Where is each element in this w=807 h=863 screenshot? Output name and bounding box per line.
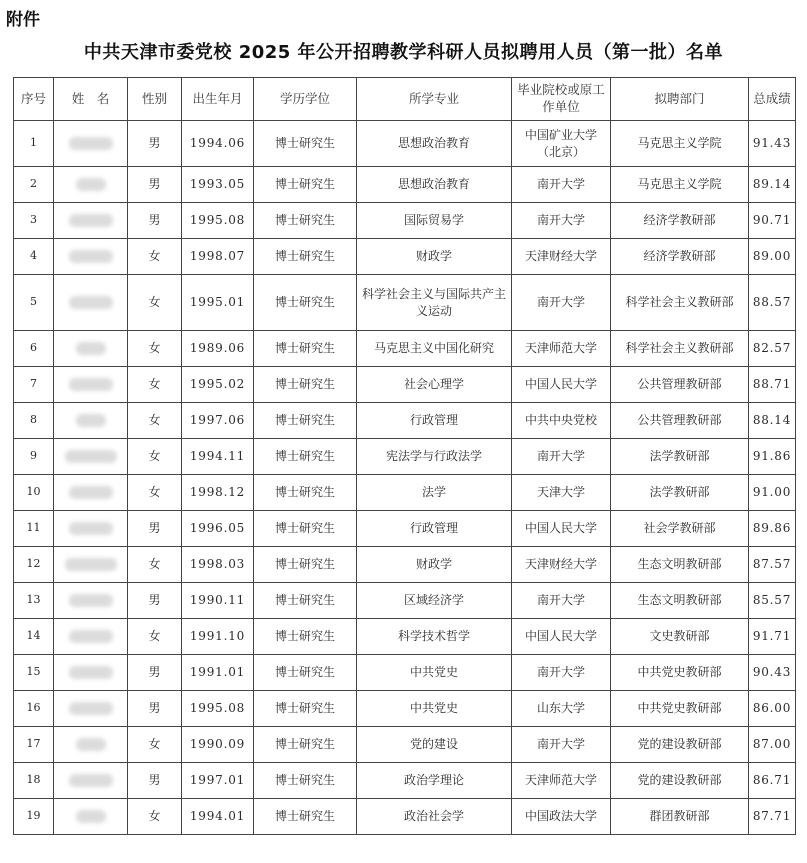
- row-number: 10: [14, 475, 54, 511]
- row-birth: 1997.06: [182, 403, 254, 439]
- redacted-name-blur: [69, 250, 113, 263]
- header-name: 姓 名: [54, 78, 128, 121]
- row-school: 天津师范大学: [512, 763, 611, 799]
- row-name-redacted: [54, 691, 128, 727]
- row-score: 90.43: [749, 655, 796, 691]
- row-school: 南开大学: [512, 275, 611, 331]
- table-row: [14, 475, 796, 511]
- row-degree: 博士研究生: [254, 511, 357, 547]
- redacted-name-blur: [69, 378, 113, 391]
- row-number: 3: [14, 203, 54, 239]
- row-name-redacted: [54, 547, 128, 583]
- row-gender: 男: [128, 203, 182, 239]
- header-gender: 性别: [128, 78, 182, 121]
- row-birth: 1996.05: [182, 511, 254, 547]
- table-header-row: [14, 78, 796, 121]
- row-birth: 1998.12: [182, 475, 254, 511]
- row-degree: 博士研究生: [254, 167, 357, 203]
- row-score: 89.14: [749, 167, 796, 203]
- row-number: 12: [14, 547, 54, 583]
- row-school: 天津财经大学: [512, 239, 611, 275]
- row-major: 法学: [357, 475, 512, 511]
- table-row: [14, 511, 796, 547]
- row-score: 91.43: [749, 121, 796, 167]
- row-gender: 男: [128, 655, 182, 691]
- table-row: [14, 331, 796, 367]
- header-major: 所学专业: [357, 78, 512, 121]
- row-number: 5: [14, 275, 54, 331]
- document-title: 中共天津市委党校 2025 年公开招聘教学科研人员拟聘用人员（第一批）名单: [83, 42, 724, 63]
- row-degree: 博士研究生: [254, 121, 357, 167]
- row-score: 90.71: [749, 203, 796, 239]
- row-dept: 科学社会主义教研部: [611, 275, 749, 331]
- row-degree: 博士研究生: [254, 475, 357, 511]
- row-name-redacted: [54, 763, 128, 799]
- row-school: 南开大学: [512, 167, 611, 203]
- row-dept: 经济学教研部: [611, 203, 749, 239]
- row-number: 17: [14, 727, 54, 763]
- row-dept: 生态文明教研部: [611, 547, 749, 583]
- row-school: 中国人民大学: [512, 619, 611, 655]
- row-birth: 1994.06: [182, 121, 254, 167]
- row-score: 86.71: [749, 763, 796, 799]
- row-major: 科学技术哲学: [357, 619, 512, 655]
- row-major: 行政管理: [357, 511, 512, 547]
- row-dept: 生态文明教研部: [611, 583, 749, 619]
- row-dept: 党的建设教研部: [611, 727, 749, 763]
- row-number: 9: [14, 439, 54, 475]
- table-row: [14, 547, 796, 583]
- row-degree: 博士研究生: [254, 239, 357, 275]
- row-school: 南开大学: [512, 203, 611, 239]
- row-name-redacted: [54, 727, 128, 763]
- row-major: 党的建设: [357, 727, 512, 763]
- row-degree: 博士研究生: [254, 203, 357, 239]
- row-degree: 博士研究生: [254, 619, 357, 655]
- redacted-name-blur: [65, 558, 117, 571]
- row-gender: 女: [128, 475, 182, 511]
- row-birth: 1994.11: [182, 439, 254, 475]
- row-dept: 群团教研部: [611, 799, 749, 835]
- row-birth: 1990.11: [182, 583, 254, 619]
- row-major: 政治社会学: [357, 799, 512, 835]
- row-name-redacted: [54, 655, 128, 691]
- row-number: 11: [14, 511, 54, 547]
- row-school: 中国人民大学: [512, 367, 611, 403]
- row-gender: 男: [128, 583, 182, 619]
- row-major: 科学社会主义与国际共产主义运动: [357, 275, 512, 331]
- table-row: [14, 275, 796, 331]
- row-score: 89.00: [749, 239, 796, 275]
- row-name-redacted: [54, 367, 128, 403]
- row-dept: 马克思主义学院: [611, 121, 749, 167]
- header-degree: 学历学位: [254, 78, 357, 121]
- redacted-name-blur: [69, 630, 113, 643]
- table-row: [14, 691, 796, 727]
- row-dept: 党的建设教研部: [611, 763, 749, 799]
- row-number: 6: [14, 331, 54, 367]
- row-birth: 1995.02: [182, 367, 254, 403]
- row-dept: 经济学教研部: [611, 239, 749, 275]
- row-major: 政治学理论: [357, 763, 512, 799]
- row-birth: 1991.01: [182, 655, 254, 691]
- redacted-name-blur: [69, 774, 113, 787]
- row-school: 中国政法大学: [512, 799, 611, 835]
- row-degree: 博士研究生: [254, 655, 357, 691]
- row-school: 南开大学: [512, 727, 611, 763]
- row-school: 天津大学: [512, 475, 611, 511]
- redacted-name-blur: [69, 137, 113, 150]
- header-school: 毕业院校或原工作单位: [512, 78, 611, 121]
- row-birth: 1989.06: [182, 331, 254, 367]
- redacted-name-blur: [69, 522, 113, 535]
- row-dept: 社会学教研部: [611, 511, 749, 547]
- row-degree: 博士研究生: [254, 799, 357, 835]
- row-gender: 女: [128, 331, 182, 367]
- row-major: 中共党史: [357, 655, 512, 691]
- row-number: 7: [14, 367, 54, 403]
- row-school: 中国矿业大学（北京）: [512, 121, 611, 167]
- row-school: 山东大学: [512, 691, 611, 727]
- row-gender: 女: [128, 439, 182, 475]
- table-row: [14, 239, 796, 275]
- row-score: 89.86: [749, 511, 796, 547]
- table-row: [14, 203, 796, 239]
- table-row: [14, 403, 796, 439]
- row-dept: 文史教研部: [611, 619, 749, 655]
- row-birth: 1998.03: [182, 547, 254, 583]
- row-birth: 1997.01: [182, 763, 254, 799]
- row-birth: 1995.08: [182, 691, 254, 727]
- row-dept: 法学教研部: [611, 475, 749, 511]
- row-degree: 博士研究生: [254, 367, 357, 403]
- header-no: 序号: [14, 78, 54, 121]
- table-row: [14, 727, 796, 763]
- header-score: 总成绩: [749, 78, 796, 121]
- table-row: [14, 439, 796, 475]
- row-degree: 博士研究生: [254, 403, 357, 439]
- row-gender: 女: [128, 403, 182, 439]
- table-row: [14, 655, 796, 691]
- row-birth: 1998.07: [182, 239, 254, 275]
- row-birth: 1990.09: [182, 727, 254, 763]
- row-birth: 1995.01: [182, 275, 254, 331]
- header-dept: 拟聘部门: [611, 78, 749, 121]
- row-major: 思想政治教育: [357, 121, 512, 167]
- row-major: 社会心理学: [357, 367, 512, 403]
- row-dept: 法学教研部: [611, 439, 749, 475]
- row-name-redacted: [54, 403, 128, 439]
- row-number: 18: [14, 763, 54, 799]
- table-row: [14, 167, 796, 203]
- row-school: 中共中央党校: [512, 403, 611, 439]
- row-gender: 男: [128, 691, 182, 727]
- table-row: [14, 799, 796, 835]
- row-score: 88.57: [749, 275, 796, 331]
- redacted-name-blur: [65, 450, 117, 463]
- row-birth: 1993.05: [182, 167, 254, 203]
- row-name-redacted: [54, 239, 128, 275]
- row-name-redacted: [54, 583, 128, 619]
- row-number: 15: [14, 655, 54, 691]
- hiring-roster-table: [13, 77, 796, 835]
- redacted-name-blur: [69, 702, 113, 715]
- row-major: 财政学: [357, 547, 512, 583]
- redacted-name-blur: [69, 214, 113, 227]
- row-name-redacted: [54, 799, 128, 835]
- row-score: 91.71: [749, 619, 796, 655]
- row-dept: 马克思主义学院: [611, 167, 749, 203]
- row-number: 13: [14, 583, 54, 619]
- row-birth: 1995.08: [182, 203, 254, 239]
- row-name-redacted: [54, 167, 128, 203]
- table-row: [14, 367, 796, 403]
- row-name-redacted: [54, 121, 128, 167]
- row-dept: 中共党史教研部: [611, 655, 749, 691]
- row-major: 财政学: [357, 239, 512, 275]
- row-score: 87.00: [749, 727, 796, 763]
- row-score: 87.71: [749, 799, 796, 835]
- table-row: [14, 619, 796, 655]
- redacted-name-blur: [69, 296, 113, 309]
- row-dept: 公共管理教研部: [611, 367, 749, 403]
- redacted-name-blur: [69, 666, 113, 679]
- row-degree: 博士研究生: [254, 275, 357, 331]
- row-dept: 中共党史教研部: [611, 691, 749, 727]
- row-dept: 科学社会主义教研部: [611, 331, 749, 367]
- row-school: 南开大学: [512, 583, 611, 619]
- row-name-redacted: [54, 439, 128, 475]
- row-degree: 博士研究生: [254, 583, 357, 619]
- row-birth: 1994.01: [182, 799, 254, 835]
- table-body: [14, 121, 796, 835]
- table-row: [14, 121, 796, 167]
- table-row: [14, 583, 796, 619]
- row-school: 天津财经大学: [512, 547, 611, 583]
- row-degree: 博士研究生: [254, 763, 357, 799]
- redacted-name-blur: [76, 178, 106, 191]
- row-score: 88.14: [749, 403, 796, 439]
- row-degree: 博士研究生: [254, 439, 357, 475]
- row-score: 88.71: [749, 367, 796, 403]
- row-score: 91.00: [749, 475, 796, 511]
- row-gender: 男: [128, 511, 182, 547]
- row-degree: 博士研究生: [254, 691, 357, 727]
- row-gender: 女: [128, 799, 182, 835]
- row-gender: 男: [128, 167, 182, 203]
- row-major: 中共党史: [357, 691, 512, 727]
- row-number: 8: [14, 403, 54, 439]
- row-score: 85.57: [749, 583, 796, 619]
- row-number: 1: [14, 121, 54, 167]
- row-gender: 女: [128, 619, 182, 655]
- row-school: 南开大学: [512, 655, 611, 691]
- header-birth: 出生年月: [182, 78, 254, 121]
- attachment-label: 附件: [6, 10, 40, 30]
- row-major: 思想政治教育: [357, 167, 512, 203]
- row-gender: 女: [128, 239, 182, 275]
- row-gender: 女: [128, 727, 182, 763]
- row-dept: 公共管理教研部: [611, 403, 749, 439]
- redacted-name-blur: [69, 486, 113, 499]
- row-gender: 男: [128, 763, 182, 799]
- row-number: 14: [14, 619, 54, 655]
- row-score: 82.57: [749, 331, 796, 367]
- row-name-redacted: [54, 619, 128, 655]
- row-degree: 博士研究生: [254, 547, 357, 583]
- row-gender: 女: [128, 367, 182, 403]
- row-name-redacted: [54, 511, 128, 547]
- row-major: 马克思主义中国化研究: [357, 331, 512, 367]
- row-school: 中国人民大学: [512, 511, 611, 547]
- row-number: 16: [14, 691, 54, 727]
- row-birth: 1991.10: [182, 619, 254, 655]
- row-number: 4: [14, 239, 54, 275]
- redacted-name-blur: [76, 738, 106, 751]
- redacted-name-blur: [69, 594, 113, 607]
- row-major: 区域经济学: [357, 583, 512, 619]
- row-degree: 博士研究生: [254, 727, 357, 763]
- row-school: 南开大学: [512, 439, 611, 475]
- row-score: 91.86: [749, 439, 796, 475]
- row-score: 87.57: [749, 547, 796, 583]
- redacted-name-blur: [76, 414, 106, 427]
- row-name-redacted: [54, 331, 128, 367]
- redacted-name-blur: [76, 342, 106, 355]
- row-number: 19: [14, 799, 54, 835]
- row-degree: 博士研究生: [254, 331, 357, 367]
- row-number: 2: [14, 167, 54, 203]
- row-name-redacted: [54, 275, 128, 331]
- table-row: [14, 763, 796, 799]
- row-major: 宪法学与行政法学: [357, 439, 512, 475]
- row-name-redacted: [54, 203, 128, 239]
- row-gender: 男: [128, 121, 182, 167]
- row-school: 天津师范大学: [512, 331, 611, 367]
- row-name-redacted: [54, 475, 128, 511]
- row-major: 行政管理: [357, 403, 512, 439]
- row-gender: 女: [128, 547, 182, 583]
- row-gender: 女: [128, 275, 182, 331]
- row-major: 国际贸易学: [357, 203, 512, 239]
- redacted-name-blur: [76, 810, 106, 823]
- row-score: 86.00: [749, 691, 796, 727]
